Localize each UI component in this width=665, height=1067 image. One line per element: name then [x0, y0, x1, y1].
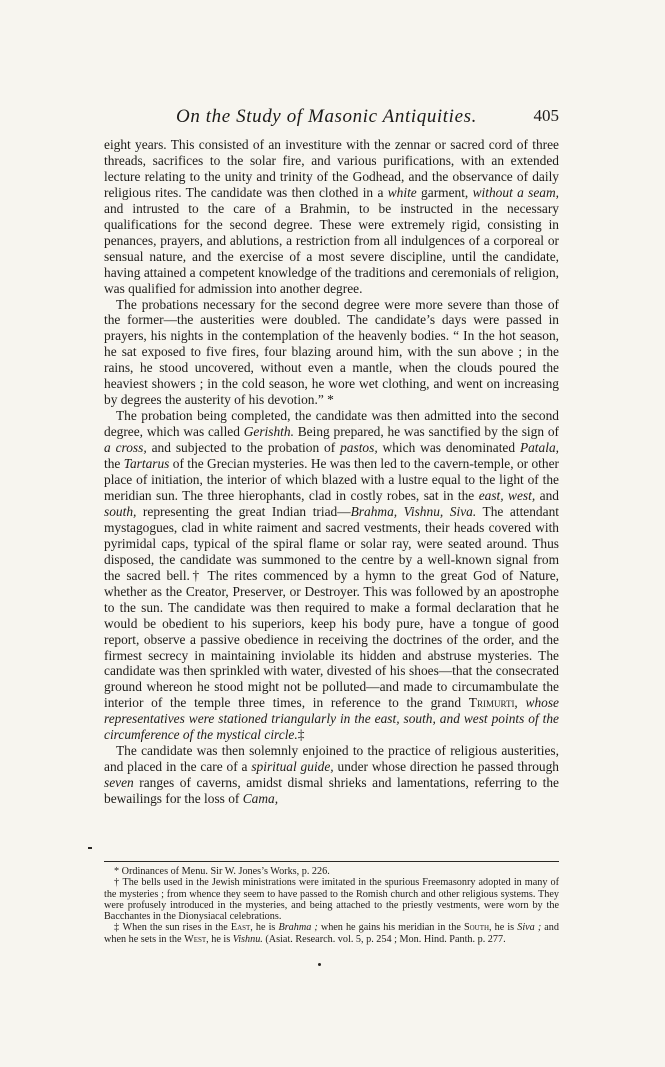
footnotes	[104, 866, 559, 945]
paragraph-3: The probation being completed, the candidate was then admitted into the second degree, which was called Gerishth. Being prepared, he was sanctified by the sign of a cross, and subjected to the probation of pastos, which was denominated Patala, the Tartarus of the Grecian mysteries. He was then led to the cavern-temple, or other place of initiation, the interior of which blazed with a lustre equal to the light of the meridian sun. The three hierophants, clad in costly robes, sat in the east, west, and south, representing the great Indian triad—Brahma, Vishnu, Siva. The attendant mystagogues, clad in white raiment and sacred vestments, their heads covered with pyrimidal caps, typical of the spiral flame or solar ray, were seated around. Thus disposed, the candidate was summoned to the centre by a well-known signal from the sacred bell.† The rites commenced by a hymn to the great God of Nature, whether as the Creator, Preserver, or Destroyer. This was followed by an apostrophe to the sun. The candidate was then required to make a formal declaration that he would be obedient to his superiors, keep his body pure, have a tongue of good report, observe a passive obedience in receiving the doctrines of the order, and the firmest secrecy in maintaining inviolable its hidden and abstruse mysteries. The candidate was then sprinkled with water, divested of his shoes—that the consecrated ground whereon he stood might not be polluted—and made to circumambulate the interior of the temple three times, in reference to the grand Trimurti, whose representatives were stationed triangularly in the east, south, and west points of the circumference of the mystical circle.‡	[104, 408, 559, 743]
running-title: On the Study of Masonic Antiquities.	[176, 106, 477, 127]
paragraph-2: The probations necessary for the second degree were more severe than those of the former—the austerities were doubled. The candidate’s days were passed in prayers, his nights in the contemplation of the heavenly bodies. “ In the hot season, he sat exposed to five fires, four blazing around him, with the sun above ; in the rains, he stood uncovered, without even a mantle, when the clouds poured the heaviest showers ; in the cold season, he wore wet clothing, and went on increasing by degrees the austerity of his devotion.” *	[104, 296, 559, 408]
footnote-1: * Ordinances of Menu. Sir W. Jones’s Works, p. 226.	[114, 866, 330, 877]
margin-mark	[88, 847, 92, 849]
footnote-3: ‡ When the sun rises in the East, he is Brahma ; when he gains his meridian in the South, he is Siva ; and when he sets in the West, he is Vishnu. (Asiat. Research. vol. 5, p. 254 ; Mon. Hind. Panth. p. 277.	[104, 922, 559, 945]
trimurti-term: Trimurti,	[468, 695, 518, 711]
footnote-2: † The bells used in the Jewish ministrations were imitated in the spurious Freemasonry adopted in many of the mysteries ; from whence they seem to have passed to the Romish church and other religious systems. They were profusely introduced in the mysteries, and being attached to the priestly vestments, were worn by the Bacchantes in the Dionysiacal celebrations.	[104, 877, 559, 923]
page-header	[104, 106, 559, 128]
footnote-divider	[104, 861, 559, 862]
paragraph-1: eight years. This consisted of an investiture with the zennar or sacred cord of three threads, sacrifices to the solar fire, and various purifications, with an extended lecture relating to the unity and trinity of the Godhead, and the observance of daily religious rites. The candidate was then clothed in a white garment, without a seam, and intrusted to the care of a Brahmin, to be instructed in the necessary qualifications for the second degree. These were extremely rigid, consisting in penances, prayers, and ablutions, a restriction from all indulgences of a corporeal or sensual nature, and the exercise of a most severe discipline, until the candidate, having attained a competent knowledge of the traditions and ceremonials of religion, was qualified for admission into another degree.	[104, 137, 560, 296]
paragraph-4: The candidate was then solemnly enjoined to the practice of religious austerities, and placed in the care of a spiritual guide, under whose direction he passed through seven ranges of caverns, amidst dismal shrieks and lamentations, referring to the bewailings for the loss of Cama,	[104, 743, 559, 807]
printer-mark	[318, 963, 321, 966]
page-number: 405	[533, 106, 559, 125]
body-text	[104, 137, 559, 807]
